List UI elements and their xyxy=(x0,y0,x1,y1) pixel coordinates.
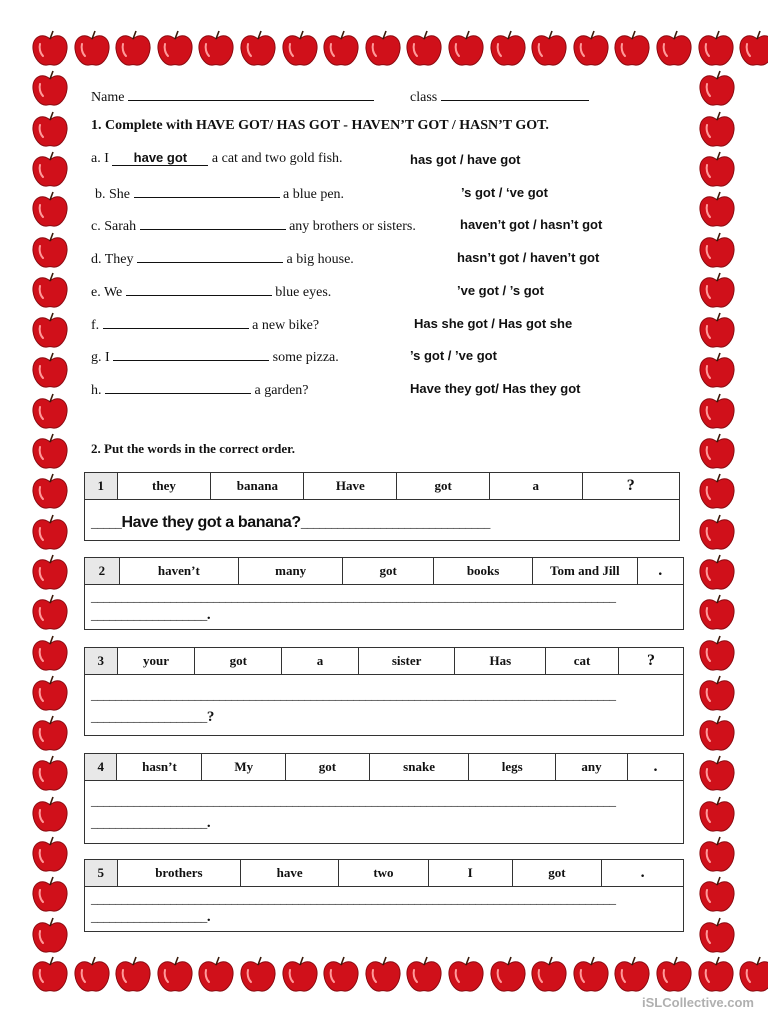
item-letter: g. I xyxy=(91,350,110,366)
word-table xyxy=(84,859,684,887)
apple-icon xyxy=(697,471,737,511)
apple-icon xyxy=(697,874,737,914)
item-hint: Have they got/ Has they got xyxy=(410,380,581,396)
answer-blank[interactable] xyxy=(105,379,251,394)
apple-icon xyxy=(30,270,70,310)
apple-icon xyxy=(30,431,70,471)
apple-icon xyxy=(363,954,403,994)
apple-icon xyxy=(697,350,737,390)
apple-icon xyxy=(113,954,153,994)
end-punctuation: . xyxy=(206,607,211,623)
punctuation-cell[interactable]: . xyxy=(627,754,683,781)
apple-icon xyxy=(737,28,768,68)
item-hint: ’s got / ’ve got xyxy=(410,348,497,364)
apple-icon xyxy=(30,753,70,793)
apple-icon xyxy=(571,28,611,68)
item-text: blue eyes. xyxy=(275,284,332,300)
apple-icon xyxy=(612,28,652,68)
answer-blank[interactable] xyxy=(113,346,269,361)
item-hint: haven’t got / hasn’t got xyxy=(460,217,603,233)
item-text: a big house. xyxy=(286,252,354,268)
answer-line xyxy=(91,607,210,624)
apple-icon xyxy=(155,28,195,68)
item-number: 5 xyxy=(85,860,118,887)
apple-icon xyxy=(30,713,70,753)
apple-icon xyxy=(612,954,652,994)
apple-icon xyxy=(113,28,153,68)
item-number: 2 xyxy=(85,558,120,585)
apple-icon xyxy=(30,149,70,189)
apple-icon xyxy=(30,874,70,914)
word-cell[interactable]: two xyxy=(339,860,429,887)
apple-icon xyxy=(696,954,736,994)
apple-icon xyxy=(446,954,486,994)
word-cell[interactable]: got xyxy=(195,648,282,675)
underline: _____ xyxy=(91,515,122,530)
item-number: 4 xyxy=(85,754,117,781)
word-cell[interactable]: legs xyxy=(469,754,556,781)
answer-line: ______________________________________________________________________________________ xyxy=(91,687,616,702)
word-cell[interactable]: any xyxy=(556,754,628,781)
word-cell[interactable]: they xyxy=(117,473,211,500)
answer-line: ______________________________________________________________________________________ xyxy=(91,589,616,604)
word-cell[interactable]: many xyxy=(238,558,342,585)
exercise1-item xyxy=(91,314,319,335)
apple-icon xyxy=(238,28,278,68)
answer-line xyxy=(91,709,214,726)
exercise1-item xyxy=(91,281,331,302)
item-hint: ’s got / ‘ve got xyxy=(461,184,548,200)
underline: ___________________ xyxy=(91,607,207,622)
apple-icon xyxy=(697,270,737,310)
answer-blank[interactable] xyxy=(126,281,272,296)
item-text: a new bike? xyxy=(252,317,320,333)
answer-line xyxy=(91,815,210,832)
word-cell[interactable]: snake xyxy=(369,754,469,781)
item-letter: a. I xyxy=(91,151,109,166)
word-cell[interactable]: Has xyxy=(455,648,546,675)
answer-box[interactable] xyxy=(84,675,684,736)
exercise2-title: 2. Put the words in the correct order. xyxy=(91,441,295,456)
apple-icon xyxy=(30,28,70,68)
apple-icon xyxy=(363,28,403,68)
word-cell[interactable]: hasn’t xyxy=(117,754,202,781)
item-number: 1 xyxy=(85,473,118,500)
apple-icon xyxy=(488,28,528,68)
word-cell[interactable]: got xyxy=(286,754,370,781)
class-line xyxy=(410,86,589,107)
name-blank xyxy=(128,86,374,101)
apple-icon xyxy=(488,954,528,994)
apple-icon xyxy=(30,794,70,834)
word-cell[interactable]: Have xyxy=(304,473,397,500)
word-cell[interactable]: a xyxy=(282,648,359,675)
word-cell[interactable]: books xyxy=(434,558,533,585)
apple-icon xyxy=(30,552,70,592)
answer-box[interactable] xyxy=(84,887,684,932)
apple-icon xyxy=(30,230,70,270)
word-cell[interactable]: your xyxy=(117,648,195,675)
apple-icon xyxy=(196,28,236,68)
apple-icon xyxy=(571,954,611,994)
answer-text: Have they got a banana? xyxy=(121,514,301,531)
apple-icon xyxy=(404,28,444,68)
exercise1-item xyxy=(91,150,343,168)
apple-icon xyxy=(654,28,694,68)
apple-icon xyxy=(238,954,278,994)
apple-icon xyxy=(696,28,736,68)
apple-icon xyxy=(697,834,737,874)
punctuation-cell[interactable]: . xyxy=(602,860,684,887)
apple-icon xyxy=(404,954,444,994)
apple-icon xyxy=(697,713,737,753)
item-hint: ’ve got / ’s got xyxy=(457,282,544,298)
apple-icon xyxy=(697,310,737,350)
word-table xyxy=(84,557,684,585)
item-text: a garden? xyxy=(254,382,309,398)
apple-icon xyxy=(446,28,486,68)
apple-icon xyxy=(196,954,236,994)
answer-line: ______________________________________________________________________________________ xyxy=(91,793,616,808)
item-hint: hasn’t got / haven’t got xyxy=(457,250,600,266)
answer-line xyxy=(91,514,490,532)
word-cell[interactable]: got xyxy=(343,558,434,585)
item-hint: has got / have got xyxy=(410,152,521,167)
apple-icon xyxy=(654,954,694,994)
end-punctuation: ? xyxy=(206,709,215,725)
apple-icon xyxy=(30,512,70,552)
watermark: iSLCollective.com xyxy=(642,995,754,1010)
word-cell[interactable]: cat xyxy=(546,648,619,675)
exercise1-item xyxy=(95,183,344,204)
apple-icon xyxy=(697,915,737,955)
word-cell[interactable]: brothers xyxy=(117,860,241,887)
answer-filled: have got xyxy=(112,150,208,166)
item-letter: d. They xyxy=(91,252,134,268)
apple-icon xyxy=(697,512,737,552)
apple-icon xyxy=(155,954,195,994)
item-letter: b. She xyxy=(95,186,130,202)
apple-icon xyxy=(280,954,320,994)
item-letter: c. Sarah xyxy=(91,219,137,235)
exercise1-title: 1. Complete with HAVE GOT/ HAS GOT - HAVEN’T GOT / HASN’T GOT. xyxy=(91,118,549,133)
word-table xyxy=(84,472,680,500)
apple-icon xyxy=(72,28,112,68)
word-cell[interactable]: sister xyxy=(358,648,455,675)
apple-icon xyxy=(30,673,70,713)
apple-icon xyxy=(30,391,70,431)
apple-icon xyxy=(529,954,569,994)
answer-line xyxy=(91,909,210,926)
apple-icon xyxy=(697,431,737,471)
exercise1-item xyxy=(91,215,416,236)
word-table xyxy=(84,647,684,675)
apple-icon xyxy=(30,310,70,350)
word-cell[interactable]: Tom and Jill xyxy=(533,558,637,585)
underline: ___________________ xyxy=(91,815,207,830)
answer-box[interactable] xyxy=(84,781,684,844)
apple-icon xyxy=(30,633,70,673)
name-label: Name xyxy=(91,90,125,105)
apple-icon xyxy=(697,230,737,270)
answer-blank[interactable] xyxy=(137,248,283,263)
item-letter: h. xyxy=(91,382,102,398)
apple-icon xyxy=(697,673,737,713)
end-punctuation: . xyxy=(206,815,211,831)
apple-icon xyxy=(697,189,737,229)
apple-icon xyxy=(697,753,737,793)
answer-blank[interactable] xyxy=(103,314,249,329)
underline: ___________________ xyxy=(91,909,207,924)
answer-blank[interactable] xyxy=(140,215,286,230)
item-number: 3 xyxy=(85,648,118,675)
apple-icon xyxy=(30,915,70,955)
apple-icon xyxy=(280,28,320,68)
underline: ___________________ xyxy=(91,709,207,724)
apple-icon xyxy=(72,954,112,994)
word-cell[interactable]: haven’t xyxy=(119,558,238,585)
item-text: some pizza. xyxy=(272,350,339,366)
answer-line: ______________________________________________________________________________________ xyxy=(91,891,616,906)
word-cell[interactable]: banana xyxy=(211,473,304,500)
punctuation-cell[interactable]: . xyxy=(637,558,683,585)
class-label: class xyxy=(410,90,438,105)
apple-icon xyxy=(30,834,70,874)
apple-icon xyxy=(697,592,737,632)
answer-box[interactable] xyxy=(84,585,684,630)
apple-icon xyxy=(30,68,70,108)
class-blank xyxy=(441,86,589,101)
exercise1-item xyxy=(91,379,309,400)
punctuation-cell[interactable]: ? xyxy=(582,473,680,500)
apple-icon xyxy=(30,350,70,390)
punctuation-cell[interactable]: ? xyxy=(619,648,684,675)
answer-box[interactable] xyxy=(84,500,680,541)
word-cell[interactable]: a xyxy=(490,473,583,500)
item-text: any brothers or sisters. xyxy=(289,219,416,235)
word-cell[interactable]: got xyxy=(397,473,490,500)
apple-icon xyxy=(697,552,737,592)
apple-icon xyxy=(697,149,737,189)
apple-icon xyxy=(30,592,70,632)
exercise1-item xyxy=(91,346,339,367)
word-cell[interactable]: got xyxy=(512,860,602,887)
exercise1-item xyxy=(91,248,354,269)
item-letter: e. We xyxy=(91,284,123,300)
word-cell[interactable]: My xyxy=(202,754,286,781)
item-text: a cat and two gold fish. xyxy=(211,151,343,166)
apple-icon xyxy=(30,109,70,149)
apple-icon xyxy=(697,68,737,108)
name-line xyxy=(91,86,374,107)
answer-blank[interactable] xyxy=(134,183,280,198)
apple-icon xyxy=(321,954,361,994)
apple-icon xyxy=(30,471,70,511)
apple-icon xyxy=(30,189,70,229)
item-text: a blue pen. xyxy=(283,186,345,202)
apple-icon xyxy=(697,794,737,834)
word-cell[interactable]: have xyxy=(241,860,339,887)
word-table xyxy=(84,753,684,781)
apple-icon xyxy=(321,28,361,68)
apple-icon xyxy=(697,109,737,149)
apple-icon xyxy=(30,954,70,994)
item-letter: f. xyxy=(91,317,100,333)
item-hint: Has she got / Has got she xyxy=(414,315,573,331)
apple-icon xyxy=(529,28,569,68)
apple-icon xyxy=(697,391,737,431)
end-punctuation: . xyxy=(206,909,211,925)
apple-icon xyxy=(737,954,768,994)
word-cell[interactable]: I xyxy=(428,860,512,887)
apple-icon xyxy=(697,633,737,673)
underline: _______________________________ xyxy=(300,515,490,530)
